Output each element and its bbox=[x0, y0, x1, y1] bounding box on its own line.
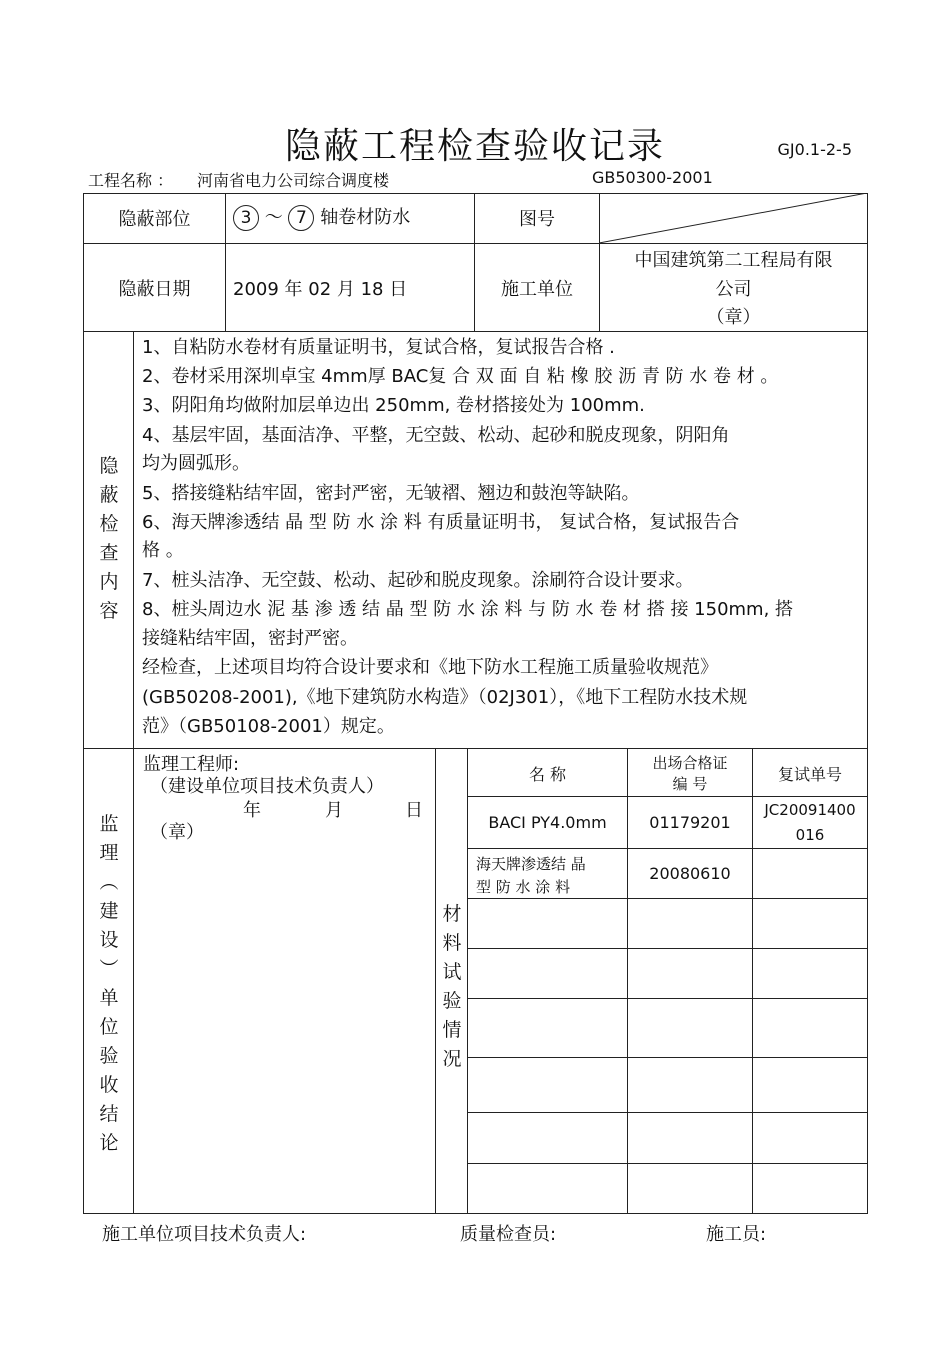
inspection-item: 7、桩头洁净、无空鼓、松动、起砂和脱皮现象。涂刷符合设计要求。 bbox=[142, 570, 694, 591]
tech-lead-signature-label: 施工单位项目技术负责人: bbox=[102, 1224, 307, 1245]
drawing-no-label: 图号 bbox=[519, 209, 555, 230]
inspection-item: 4、基层牢固，基面洁净、平整，无空鼓、松动、起砂和脱皮现象，阴阳角 bbox=[142, 425, 730, 446]
col-header-name: 名 称 bbox=[528, 765, 567, 784]
table-divider bbox=[133, 331, 134, 1213]
inspection-item: 接缝粘结牢固，密封严密。 bbox=[142, 628, 358, 649]
form-code: GJ0.1-2-5 bbox=[777, 140, 852, 159]
project-name: 河南省电力公司综合调度楼 bbox=[197, 171, 390, 190]
date-month-label: 月 bbox=[325, 800, 343, 821]
material-retest-line1: JC20091400 bbox=[764, 801, 856, 819]
material-name: BACI PY4.0mm bbox=[488, 813, 607, 832]
material-row-line bbox=[467, 948, 867, 949]
inspection-label: 隐 蔽 检 查 内 容 bbox=[99, 455, 119, 622]
material-cert: 20080610 bbox=[649, 864, 731, 883]
date-day-label: 日 bbox=[405, 800, 423, 821]
table-divider bbox=[83, 243, 868, 244]
axis-to: 7 bbox=[288, 205, 314, 231]
table-border-right bbox=[867, 193, 868, 1213]
material-row-line bbox=[467, 848, 867, 849]
material-row-line bbox=[467, 898, 867, 899]
inspection-item: 3、阴阳角均做附加层单边出 250mm, 卷材搭接处为 100mm. bbox=[142, 395, 645, 416]
inspection-item: 5、搭接缝粘结牢固，密封严密，无皱褶、翘边和鼓泡等缺陷。 bbox=[142, 483, 640, 504]
project-name-label: 工程名称 ： bbox=[88, 171, 174, 190]
table-divider bbox=[83, 331, 868, 332]
supervisor-seal: （章） bbox=[150, 822, 204, 843]
inspection-item: 1、自粘防水卷材有质量证明书，复试合格，复试报告合格 . bbox=[142, 337, 615, 358]
supervisor-engineer-note: （建设单位项目技术负责人） bbox=[150, 776, 384, 797]
material-cert: 01179201 bbox=[649, 813, 731, 832]
inspection-item: 2、卷材采用深圳卓宝 4mm厚 BAC复 合 双 面 自 粘 橡 胶 沥 青 防 水 卷 材 。 bbox=[142, 366, 779, 387]
materials-label: 材 料 试 验 情 况 bbox=[442, 903, 462, 1070]
material-name-line1: 海天牌渗透结 晶 bbox=[476, 855, 586, 873]
supervision-label: 监 理 ︵ 建 设 ︶ 单 位 验 收 结 论 bbox=[99, 813, 119, 1154]
contractor-label: 施工单位 bbox=[501, 279, 573, 300]
standard-code: GB50300-2001 bbox=[592, 168, 713, 187]
col-header-cert-line2: 编 号 bbox=[672, 775, 708, 793]
col-header-retest: 复试单号 bbox=[777, 765, 842, 784]
col-header-cert-line1: 出场合格证 bbox=[652, 754, 728, 772]
axis-from: 3 bbox=[233, 205, 259, 231]
contractor-name-line1: 中国建筑第二工程局有限 bbox=[634, 250, 833, 271]
inspection-item: 格 。 bbox=[142, 540, 184, 561]
material-row-line bbox=[467, 796, 867, 797]
qc-signature-label: 质量检查员: bbox=[460, 1224, 557, 1245]
table-divider bbox=[435, 748, 436, 1213]
hidden-date-value: 2009 年 02 月 18 日 bbox=[233, 279, 408, 300]
table-divider bbox=[83, 748, 868, 749]
material-retest-line2: 016 bbox=[795, 826, 825, 844]
table-border-left bbox=[83, 193, 84, 1213]
table-border-bottom bbox=[83, 1213, 868, 1214]
inspection-conclusion: 范》（GB50108-2001）规定。 bbox=[142, 716, 395, 737]
axis-separator: ～ bbox=[264, 207, 283, 228]
table-divider bbox=[225, 193, 226, 331]
inspection-conclusion: (GB50208-2001),《地下建筑防水构造》（02J301），《地下工程防水技术规 bbox=[142, 687, 748, 708]
drawing-no-diagonal bbox=[599, 193, 867, 243]
hidden-part-label: 隐蔽部位 bbox=[118, 209, 191, 230]
hidden-part-text: 轴卷材防水 bbox=[320, 207, 411, 228]
material-row-line bbox=[467, 1163, 867, 1164]
inspection-conclusion: 经检查，上述项目均符合设计要求和《地下防水工程施工质量验收规范》 bbox=[142, 657, 718, 678]
worker-signature-label: 施工员: bbox=[706, 1224, 767, 1245]
hidden-part-value bbox=[233, 203, 410, 231]
contractor-name-line2: 公司 bbox=[715, 279, 752, 300]
contractor-seal: （章） bbox=[706, 307, 761, 328]
material-row-line bbox=[467, 1112, 867, 1113]
material-name-line2: 型 防 水 涂 料 bbox=[476, 878, 571, 896]
inspection-item: 6、海天牌渗透结 晶 型 防 水 涂 料 有质量证明书， 复试合格，复试报告合 bbox=[142, 512, 740, 533]
hidden-date-label: 隐蔽日期 bbox=[118, 279, 191, 300]
page-title: 隐蔽工程检查验收记录 bbox=[284, 126, 665, 167]
inspection-item: 均为圆弧形。 bbox=[142, 453, 250, 474]
material-row-line bbox=[467, 998, 867, 999]
supervisor-engineer-label: 监理工程师: bbox=[143, 754, 240, 775]
material-row-line bbox=[467, 1057, 867, 1058]
inspection-item: 8、桩头周边水 泥 基 渗 透 结 晶 型 防 水 涂 料 与 防 水 卷 材 搭 接 150mm, 搭 bbox=[142, 599, 794, 620]
date-year-label: 年 bbox=[243, 800, 261, 821]
